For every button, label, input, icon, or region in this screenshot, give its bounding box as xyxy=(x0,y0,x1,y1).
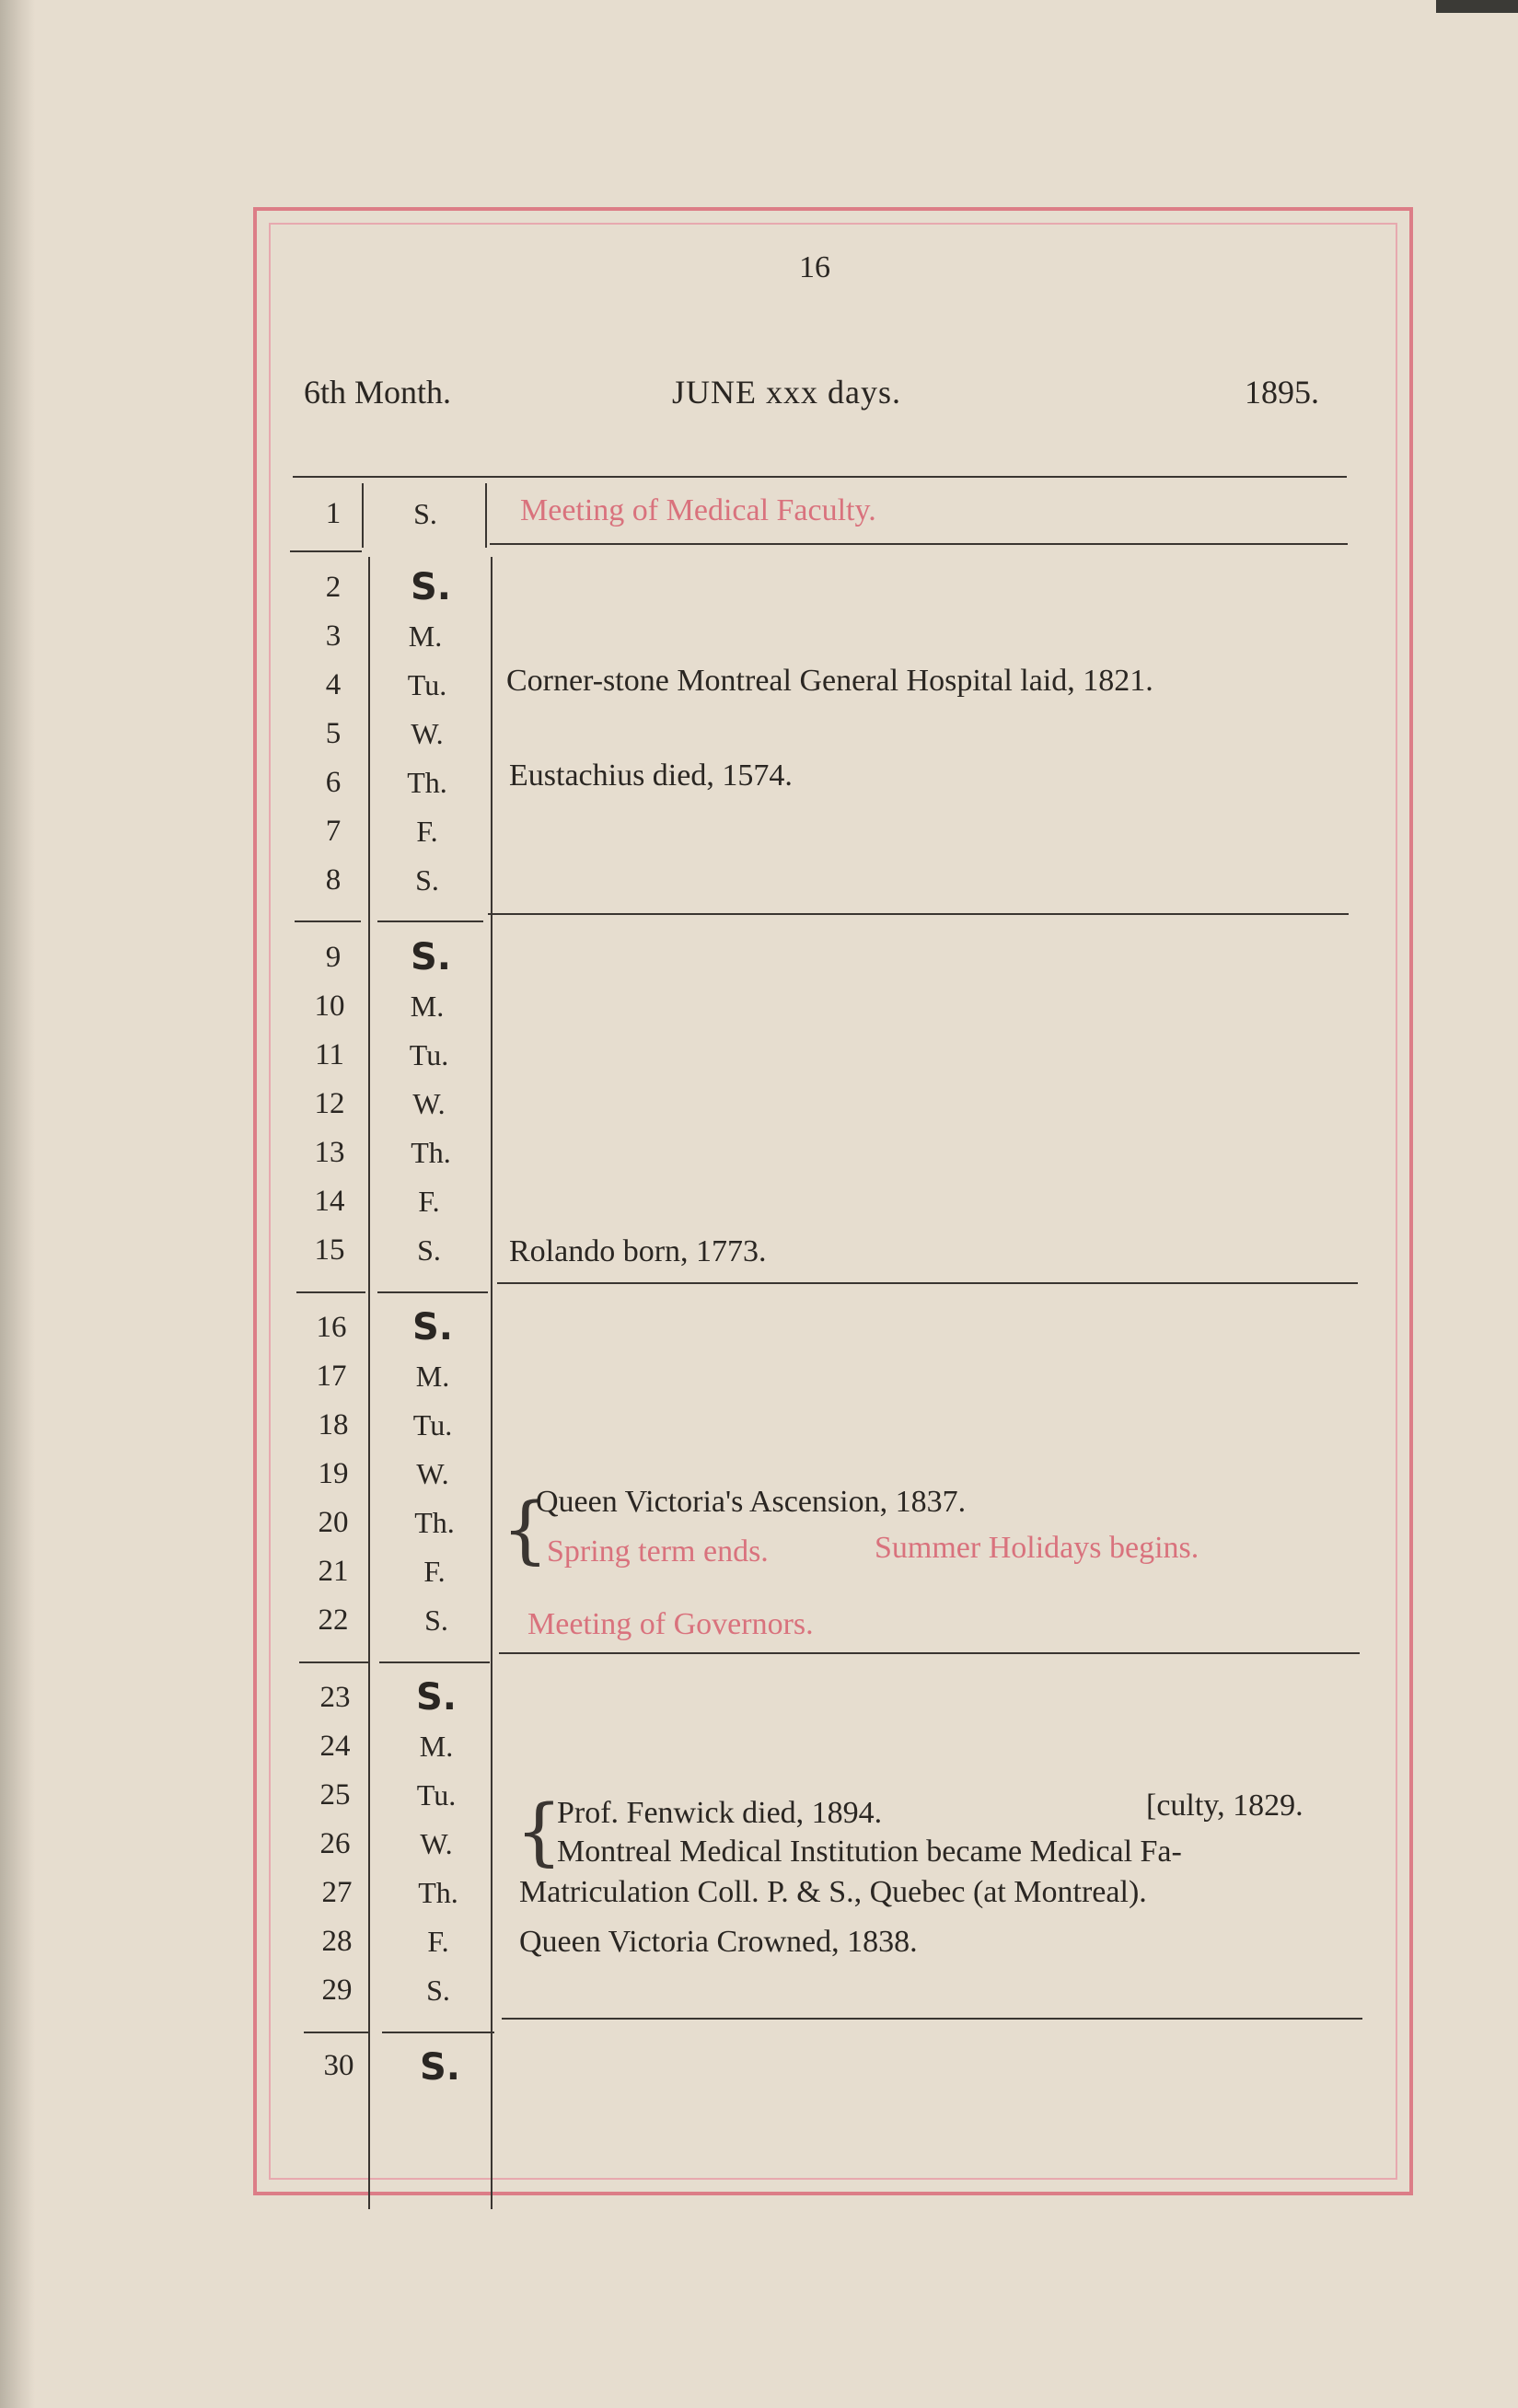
day-name: W. xyxy=(420,1827,453,1860)
event-rolando: Rolando born, 1773. xyxy=(509,1234,767,1268)
week-rule xyxy=(499,1652,1360,1654)
day-name: Th. xyxy=(407,766,447,799)
year-label: 1895. xyxy=(1245,374,1319,411)
event-meeting-medical-faculty: Meeting of Medical Faculty. xyxy=(520,493,876,527)
day-name: S. xyxy=(415,863,439,897)
day-number: 25 xyxy=(319,1778,351,1812)
number-column-divider xyxy=(368,557,370,2209)
day-number: 27 xyxy=(321,1876,353,1909)
event-matriculation: Matriculation Coll. P. & S., Quebec (at Montreal). xyxy=(519,1875,1147,1909)
day-name: S. xyxy=(417,1233,441,1267)
day-name: M. xyxy=(408,619,443,653)
dayname-column-divider xyxy=(485,483,487,548)
day-number: 11 xyxy=(315,1038,344,1071)
day-name: F. xyxy=(427,1925,449,1958)
day-name: M. xyxy=(419,1730,454,1763)
day-number: 26 xyxy=(319,1827,351,1860)
day-name: W. xyxy=(411,717,444,750)
day-number: 7 xyxy=(325,815,342,848)
page-corner-shadow xyxy=(1436,0,1518,13)
event-fenwick: Prof. Fenwick died, 1894. xyxy=(557,1796,883,1830)
week-rule xyxy=(488,913,1349,915)
event-meeting-governors: Meeting of Governors. xyxy=(527,1607,814,1641)
day-name: F. xyxy=(416,815,438,848)
day-number: 10 xyxy=(314,990,345,1023)
day-number: 24 xyxy=(319,1730,351,1763)
day-name: Tu. xyxy=(409,1038,449,1071)
day-name: W. xyxy=(412,1087,446,1120)
dayname-column-divider xyxy=(491,557,492,2209)
week-rule xyxy=(490,543,1348,545)
day-name: S. xyxy=(413,497,437,530)
day-name: S. xyxy=(426,1974,450,2007)
day-name: Tu. xyxy=(412,1408,453,1441)
day-number: 22 xyxy=(318,1603,349,1637)
week-rule xyxy=(497,1282,1358,1284)
day-name-sunday: S. xyxy=(411,1306,453,1349)
day-name: Tu. xyxy=(407,668,447,701)
event-eustachius: Eustachius died, 1574. xyxy=(509,758,793,793)
day-number: 4 xyxy=(325,668,342,701)
day-number: 3 xyxy=(325,619,342,653)
bracket-brace: { xyxy=(516,1789,562,1874)
day-name: F. xyxy=(418,1185,440,1218)
day-name: M. xyxy=(415,1360,450,1393)
day-number: 15 xyxy=(314,1233,345,1267)
day-number: 28 xyxy=(321,1925,353,1958)
day-number: 20 xyxy=(318,1506,349,1539)
day-name: Tu. xyxy=(416,1778,457,1812)
week-rule xyxy=(502,2018,1362,2020)
day-number: 5 xyxy=(325,717,342,750)
page-number: 16 xyxy=(799,250,830,284)
day-number: 30 xyxy=(323,2049,354,2082)
table-top-rule xyxy=(293,476,1347,478)
event-summer-holidays: Summer Holidays begins. xyxy=(875,1531,1199,1565)
bracket-brace: { xyxy=(502,1487,549,1572)
day-number: 14 xyxy=(314,1185,345,1218)
day-number: 21 xyxy=(318,1555,349,1588)
day-number: 6 xyxy=(325,766,342,799)
day-name: W. xyxy=(416,1457,449,1490)
week-rule xyxy=(299,1661,368,1663)
week-rule xyxy=(382,2032,494,2033)
day-name: Th. xyxy=(411,1136,451,1169)
day-name-sunday: S. xyxy=(410,566,451,608)
week-rule xyxy=(295,920,361,922)
day-number: 13 xyxy=(314,1136,345,1169)
day-number: 19 xyxy=(318,1457,349,1490)
week-rule xyxy=(290,550,362,552)
day-number: 2 xyxy=(325,571,342,604)
week-rule xyxy=(296,1291,365,1293)
event-montreal-medical-institution: Montreal Medical Institution became Medical Fa- xyxy=(557,1835,1182,1869)
day-name-sunday: S. xyxy=(415,1676,457,1719)
month-label: 6th Month. xyxy=(304,374,452,411)
day-name: M. xyxy=(410,990,445,1023)
page-title: JUNE xxx days. xyxy=(672,374,901,411)
event-spring-term: Spring term ends. xyxy=(547,1534,769,1569)
day-number: 17 xyxy=(316,1360,347,1393)
day-number: 29 xyxy=(321,1974,353,2007)
week-rule xyxy=(377,1291,488,1293)
event-queen-crowned: Queen Victoria Crowned, 1838. xyxy=(519,1925,918,1959)
day-name-sunday: S. xyxy=(419,2046,460,2089)
day-name: Th. xyxy=(414,1506,455,1539)
event-queen-ascension: Queen Victoria's Ascension, 1837. xyxy=(536,1485,967,1519)
day-name: S. xyxy=(424,1603,448,1637)
event-culty-continuation: [culty, 1829. xyxy=(1146,1789,1304,1823)
page-binding-shadow xyxy=(0,0,35,2408)
day-number: 8 xyxy=(325,863,342,897)
day-name-sunday: S. xyxy=(410,936,451,978)
day-name: Th. xyxy=(418,1876,458,1909)
day-number: 12 xyxy=(314,1087,345,1120)
day-name: F. xyxy=(423,1555,446,1588)
day-number: 16 xyxy=(316,1311,347,1344)
day-number: 9 xyxy=(325,941,342,974)
week-rule xyxy=(304,2032,370,2033)
event-cornerstone-mgh: Corner-stone Montreal General Hospital laid, 1821. xyxy=(506,664,1153,698)
day-number: 18 xyxy=(318,1408,349,1441)
day-number: 23 xyxy=(319,1681,351,1714)
week-rule xyxy=(377,920,483,922)
day-number: 1 xyxy=(325,497,342,530)
week-rule xyxy=(379,1661,490,1663)
